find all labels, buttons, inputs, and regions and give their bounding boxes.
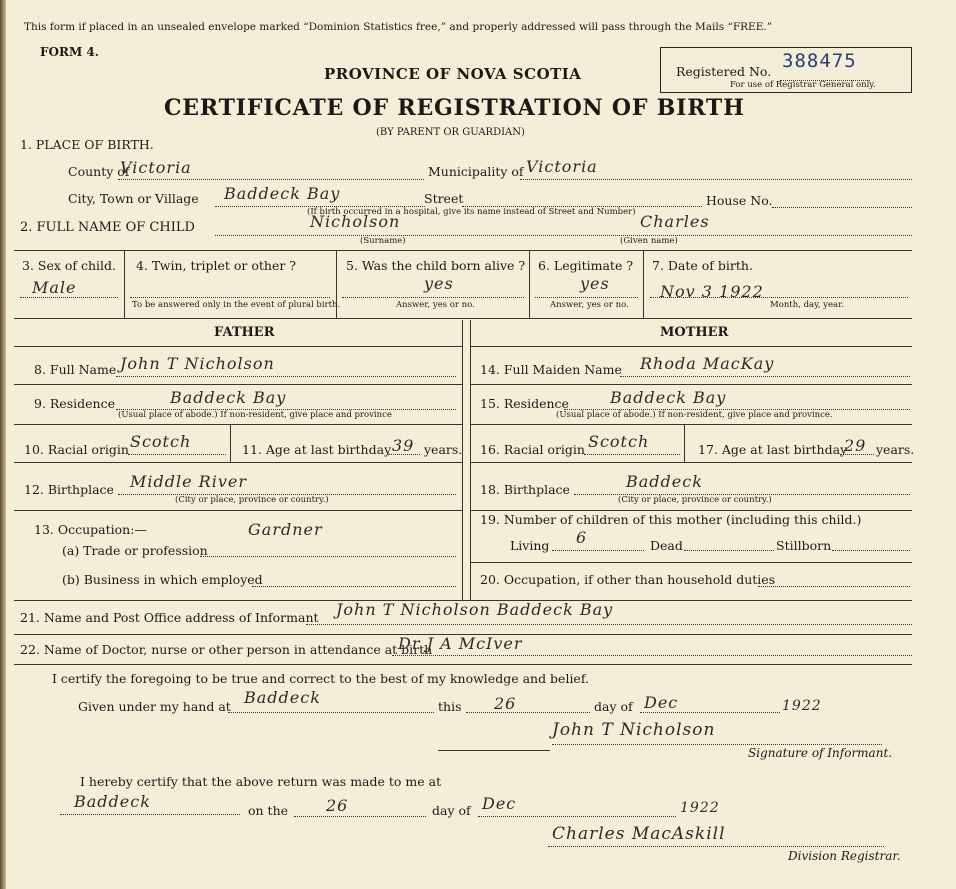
child-given-name: Charles bbox=[640, 212, 710, 231]
municipality-label: Municipality of bbox=[428, 164, 524, 179]
given-dayof-label: day of bbox=[594, 699, 633, 714]
divider bbox=[529, 250, 530, 318]
page-title: CERTIFICATE OF REGISTRATION OF BIRTH bbox=[164, 95, 745, 121]
informant-line bbox=[306, 624, 912, 625]
father-racial-label: 10. Racial origin bbox=[24, 442, 129, 457]
house-line bbox=[772, 207, 912, 208]
date-line bbox=[650, 297, 908, 298]
registrar-year: 1922 bbox=[680, 800, 720, 816]
sex-line bbox=[20, 297, 118, 298]
dead-line bbox=[684, 550, 774, 551]
father-birthplace-value: Middle River bbox=[130, 472, 247, 491]
row-rule bbox=[14, 462, 462, 463]
mother-birthplace-note: (City or place, province or country.) bbox=[618, 495, 772, 505]
on-the-label: on the bbox=[248, 803, 289, 818]
mother-years-label: years. bbox=[876, 442, 915, 457]
date-note: Month, day, year. bbox=[770, 300, 844, 310]
registrar-place-line bbox=[60, 814, 240, 815]
father-occupation-label: 13. Occupation:— bbox=[34, 522, 147, 537]
divider bbox=[643, 250, 644, 318]
father-occupation-value: Gardner bbox=[248, 520, 323, 539]
mother-name-value: Rhoda MacKay bbox=[640, 354, 775, 373]
informant-value: John T Nicholson Baddeck Bay bbox=[336, 600, 614, 619]
business-line bbox=[252, 586, 456, 587]
father-name-value: John T Nicholson bbox=[120, 354, 275, 373]
surname-caption: (Surname) bbox=[360, 236, 406, 246]
row-rule bbox=[14, 424, 462, 425]
row-rule bbox=[470, 424, 912, 425]
father-residence-value: Baddeck Bay bbox=[170, 388, 287, 407]
doctor-value: Dr J A McIver bbox=[398, 634, 523, 653]
certify-text: I certify the foregoing to be true and correct to the best of my knowledge and belief. bbox=[52, 671, 589, 686]
registered-label: Registered No. bbox=[676, 64, 772, 79]
stillborn-label: Stillborn bbox=[776, 538, 832, 553]
given-month: Dec bbox=[644, 693, 679, 712]
twin-label: 4. Twin, triplet or other ? bbox=[136, 258, 296, 273]
mother-age-line bbox=[840, 454, 874, 455]
mother-name-label: 14. Full Maiden Name bbox=[480, 362, 622, 377]
alive-value: yes bbox=[424, 274, 454, 293]
county-label: County of bbox=[68, 164, 130, 179]
father-birthplace-note: (City or place, province or country.) bbox=[175, 495, 329, 505]
trade-label: (a) Trade or profession bbox=[62, 543, 208, 558]
registrar-signature: Charles MacAskill bbox=[552, 824, 726, 844]
father-age-value: 39 bbox=[392, 436, 415, 455]
row3-top-border bbox=[14, 250, 912, 251]
form-number: FORM 4. bbox=[40, 45, 99, 59]
signature-line bbox=[552, 744, 882, 745]
row-rule bbox=[470, 462, 912, 463]
sex-value: Male bbox=[32, 278, 77, 297]
mother-residence-label: 15. Residence bbox=[480, 396, 569, 411]
sex-label: 3. Sex of child. bbox=[22, 258, 117, 273]
given-name-caption: (Given name) bbox=[620, 236, 678, 246]
mother-heading-rule bbox=[470, 346, 912, 347]
living-value: 6 bbox=[576, 528, 588, 547]
mother-name-line bbox=[620, 376, 910, 377]
mother-birthplace-value: Baddeck bbox=[626, 472, 703, 491]
trade-line bbox=[200, 556, 456, 557]
mother-occupation-label: 20. Occupation, if other than household duties bbox=[480, 572, 776, 587]
registrar-month-line bbox=[478, 816, 676, 817]
row-rule bbox=[470, 384, 912, 385]
parents-divider bbox=[470, 320, 471, 600]
subtitle: (BY PARENT OR GUARDIAN) bbox=[376, 127, 525, 138]
father-heading: FATHER bbox=[214, 325, 275, 340]
county-line bbox=[118, 179, 424, 180]
father-birthplace-label: 12. Birthplace bbox=[24, 482, 114, 497]
registrar-month: Dec bbox=[482, 794, 517, 813]
registrar-day-line bbox=[294, 816, 426, 817]
father-age-line bbox=[388, 454, 420, 455]
mother-birthplace-label: 18. Birthplace bbox=[480, 482, 570, 497]
county-value: Victoria bbox=[120, 158, 192, 177]
child-surname: Nicholson bbox=[310, 212, 401, 231]
living-label: Living bbox=[510, 538, 550, 553]
alive-line bbox=[342, 297, 524, 298]
registrar-day: 26 bbox=[326, 796, 349, 815]
father-name-label: 8. Full Name bbox=[34, 362, 117, 377]
father-residence-label: 9. Residence bbox=[34, 396, 115, 411]
registered-number: 388475 bbox=[782, 50, 857, 72]
legitimate-value: yes bbox=[580, 274, 610, 293]
doctor-label: 22. Name of Doctor, nurse or other person in attendance at birth bbox=[20, 642, 433, 657]
registrar-dayof-label: day of bbox=[432, 803, 471, 818]
mother-age-value: 29 bbox=[844, 436, 867, 455]
informant-label: 21. Name and Post Office address of Informant bbox=[20, 610, 319, 625]
child-name-label: 2. FULL NAME OF CHILD bbox=[20, 220, 195, 235]
given-day: 26 bbox=[494, 694, 517, 713]
alive-label: 5. Was the child born alive ? bbox=[346, 258, 526, 273]
this-label: this bbox=[438, 699, 462, 714]
mother-residence-value: Baddeck Bay bbox=[610, 388, 727, 407]
mother-residence-note: (Usual place of abode.) If non-resident, give place and province. bbox=[556, 410, 833, 420]
twin-note: To be answered only in the event of plural birth. bbox=[132, 300, 341, 310]
father-age-label: 11. Age at last birthday bbox=[242, 442, 392, 457]
mother-racial-label: 16. Racial origin bbox=[480, 442, 585, 457]
signature-caption: Signature of Informant. bbox=[748, 746, 893, 760]
registrar-signature-line bbox=[548, 846, 884, 847]
legitimate-line bbox=[535, 297, 638, 298]
father-heading-rule bbox=[14, 346, 462, 347]
father-years-label: years. bbox=[424, 442, 463, 457]
informant-signature: John T Nicholson bbox=[552, 720, 716, 740]
binding-edge bbox=[0, 0, 6, 889]
registrar-place: Baddeck bbox=[74, 792, 151, 811]
date-of-birth-value: Nov 3 1922 bbox=[660, 282, 764, 301]
divider bbox=[684, 424, 685, 462]
child-name-line bbox=[215, 235, 912, 236]
row-rule bbox=[470, 562, 912, 563]
row3-bottom-border bbox=[14, 318, 912, 319]
stillborn-line bbox=[832, 550, 910, 551]
given-year: 1922 bbox=[782, 698, 822, 714]
given-month-line bbox=[640, 712, 780, 713]
mother-occupation-line bbox=[758, 586, 910, 587]
given-day-line bbox=[466, 712, 590, 713]
hospital-note: (If birth occurred in a hospital, give its name instead of Street and Number) bbox=[307, 207, 636, 217]
living-line bbox=[552, 550, 644, 551]
given-label: Given under my hand at bbox=[78, 699, 231, 714]
row-rule bbox=[470, 510, 912, 511]
city-label: City, Town or Village bbox=[68, 191, 199, 206]
section-rule bbox=[14, 664, 912, 665]
given-place: Baddeck bbox=[244, 688, 321, 707]
registered-note: For use of Registrar General only. bbox=[730, 80, 876, 90]
house-label: House No. bbox=[706, 193, 773, 208]
father-racial-line bbox=[128, 454, 226, 455]
mother-racial-value: Scotch bbox=[588, 432, 650, 451]
date-of-birth-label: 7. Date of birth. bbox=[652, 258, 753, 273]
father-name-line bbox=[116, 376, 456, 377]
business-label: (b) Business in which employed bbox=[62, 572, 263, 587]
municipality-line bbox=[520, 179, 912, 180]
divider bbox=[124, 250, 125, 318]
blank-rule bbox=[438, 750, 550, 751]
registrar-caption: Division Registrar. bbox=[788, 849, 901, 863]
father-residence-note: (Usual place of abode.) If non-resident, give place and province bbox=[118, 410, 392, 420]
registrar-text: I hereby certify that the above return was made to me at bbox=[80, 774, 442, 789]
alive-note: Answer, yes or no. bbox=[396, 300, 475, 310]
divider bbox=[230, 424, 231, 462]
mother-age-label: 17. Age at last birthday bbox=[698, 442, 848, 457]
children-count-label: 19. Number of children of this mother (including this child.) bbox=[480, 512, 862, 527]
doctor-line bbox=[392, 655, 912, 656]
dead-label: Dead bbox=[650, 538, 683, 553]
parents-divider bbox=[462, 320, 463, 600]
row-rule bbox=[14, 384, 462, 385]
given-place-line bbox=[228, 712, 434, 713]
municipality-value: Victoria bbox=[526, 157, 598, 176]
province-heading: PROVINCE OF NOVA SCOTIA bbox=[324, 65, 582, 83]
street-label: Street bbox=[424, 191, 464, 206]
place-of-birth-heading: 1. PLACE OF BIRTH. bbox=[20, 137, 154, 152]
mother-racial-line bbox=[584, 454, 680, 455]
twin-line bbox=[130, 297, 330, 298]
city-value: Baddeck Bay bbox=[224, 184, 341, 203]
postal-notice: This form if placed in an unsealed envelope marked “Dominion Statistics free,” and properly addressed will pass through the Mails “FREE.” bbox=[24, 21, 773, 33]
mother-heading: MOTHER bbox=[660, 325, 729, 340]
legitimate-note: Answer, yes or no. bbox=[550, 300, 629, 310]
row-rule bbox=[14, 510, 462, 511]
legitimate-label: 6. Legitimate ? bbox=[538, 258, 634, 273]
father-racial-value: Scotch bbox=[130, 432, 192, 451]
